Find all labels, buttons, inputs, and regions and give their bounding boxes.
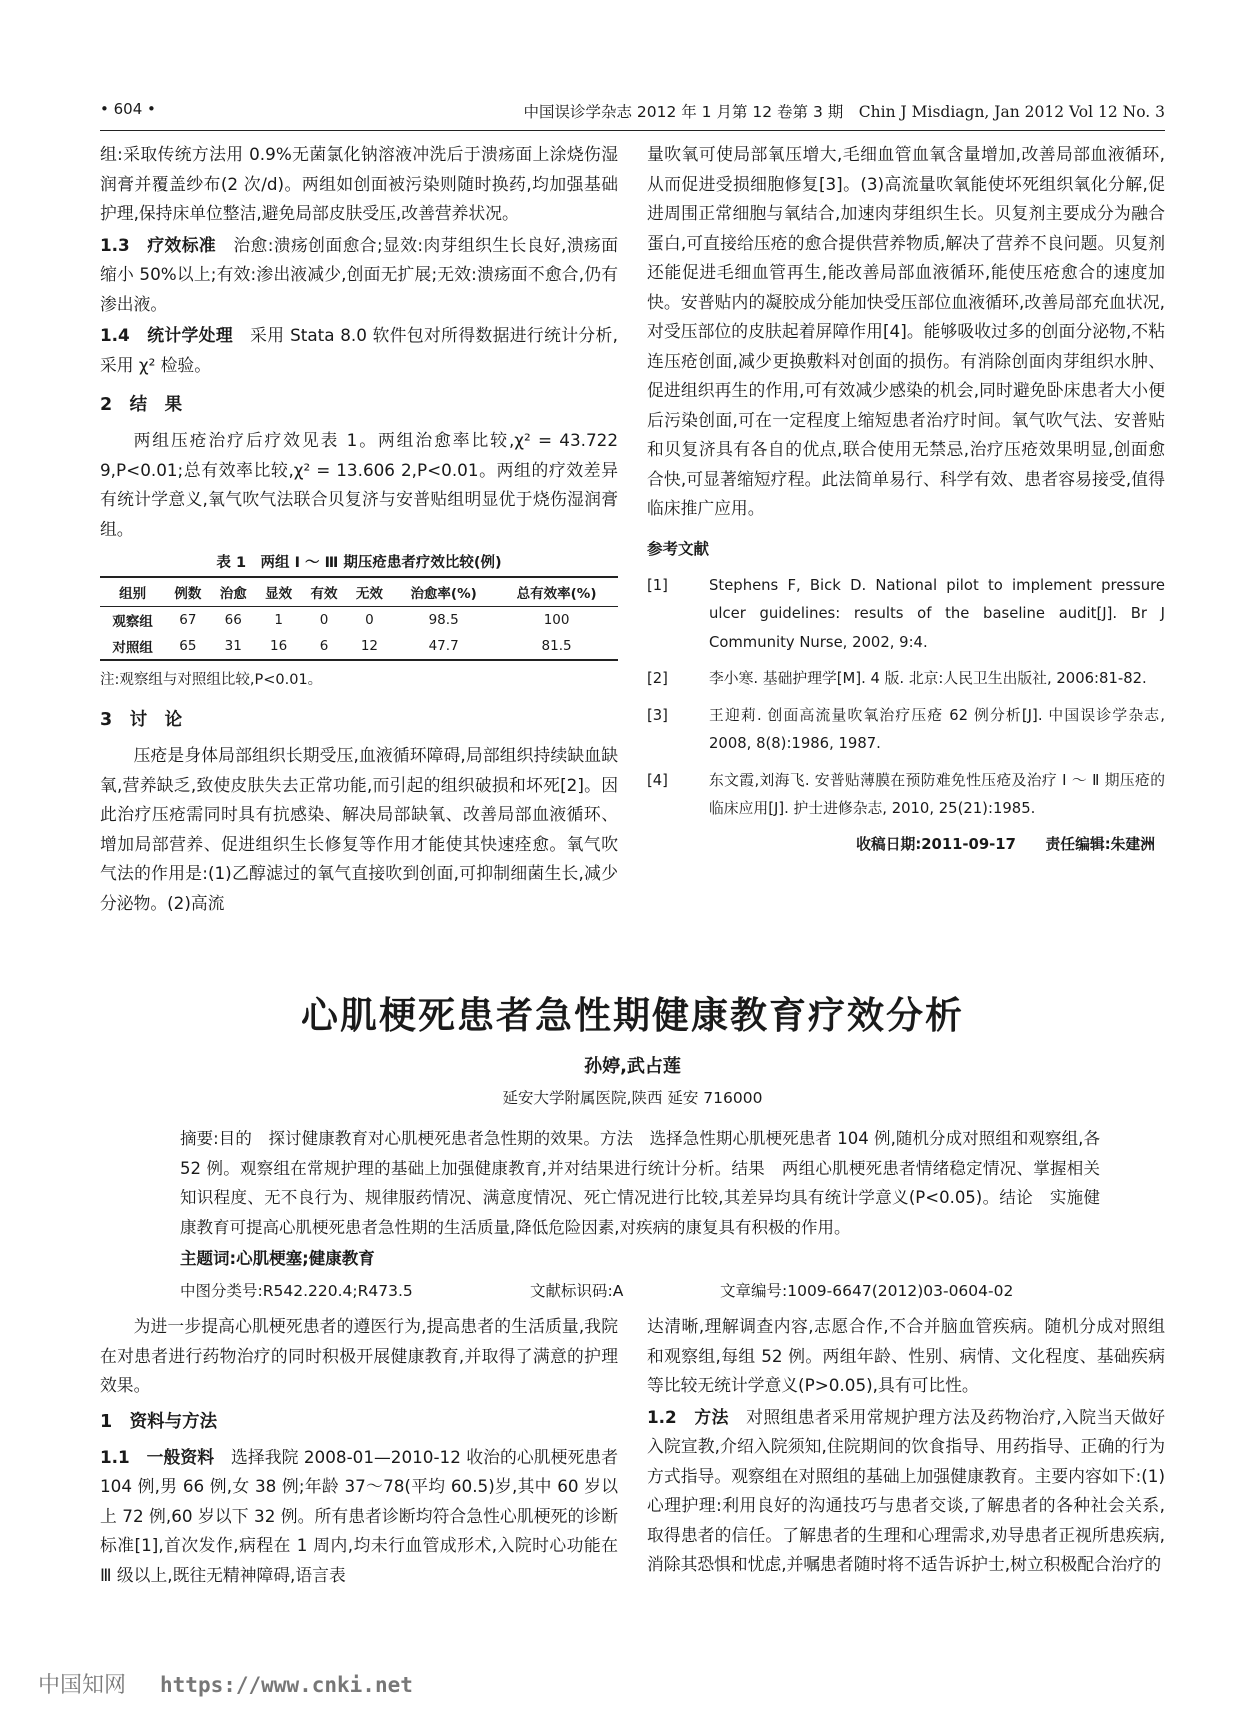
journal-en: Chin J Misdiagn, Jan 2012 Vol 12 No. 3 [858,103,1165,121]
table-cell: 67 [179,612,197,628]
table-cell: 81.5 [541,638,572,654]
section-1-2-heading: 1.2 方法 [647,1406,729,1427]
article-number: 文章编号:1009-6647(2012)03-0604-02 [720,1281,1014,1300]
table-cell: 对照组 [112,640,153,656]
clc-number: 中图分类号:R542.220.4;R473.5 [180,1281,413,1300]
table-cell: 98.5 [428,612,459,628]
document-code: 文献标识码:A [530,1281,624,1300]
section-1-4 [100,321,618,380]
section-1-2 [647,1403,1165,1580]
reference-number: [4] [647,771,668,789]
reference-number: [3] [647,706,668,724]
article-title: 心肌梗死患者急性期健康教育疗效分析 [301,994,964,1037]
section-2-text: 两组压疮治疗后疗效见表 1。两组治愈率比较,χ² = 43.722 9,P<0.01;总有效率比较,χ² = 13.606 2,P<0.01。两组的疗效差异有统计学意义,氧气吹气法联合贝复济与安普贴组明显优于烧伤湿润膏组。 [100,430,618,539]
cnki-watermark [38,1668,413,1699]
table-header: 组别 [119,586,147,602]
table-header: 治愈 [219,586,247,602]
journal-cn: 中国误诊学杂志 2012 年 1 月第 12 卷第 3 期 [523,103,844,121]
table-cell: 16 [270,638,288,654]
section-1-1-continued: 达清晰,理解调查内容,志愿合作,不合并脑血管疾病。随机分成对照组和观察组,每组 52 例。两组年龄、性别、病情、文化程度、基础疾病等比较无统计学意义(P>0.05),具有可比性。 [647,1316,1165,1395]
reference-item [647,665,1165,694]
table-cell: 47.7 [428,638,459,654]
reference-item [647,767,1165,824]
reference-text: 李小寒. 基础护理学[M]. 4 版. 北京:人民卫生出版社, 2006:81-82. [709,670,1147,687]
reference-item [647,572,1165,658]
table-row [100,607,618,634]
discussion-continued: 量吹氧可使局部氧压增大,毛细血管血氧含量增加,改善局部血液循环,从而促进受损细胞修复[3]。(3)高流量吹氧能使坏死组织氧化分解,促进周围正常细胞与氧结合,加速肉芽组织生长。贝复剂主要成分为融合蛋白,可直接给压疮的愈合提供营养物质,解决了营养不良问题。贝复剂还能促进毛细血管再生,能改善局部血液循环,能使压疮愈合的速度加快。安普贴内的凝胶成分能加快受压部位血液循环,改善局部充血状况,对受压部位的皮肤起着屏障作用[4]。能够吸收过多的创面分泌物,不粘连压疮创面,减少更换敷料对创面的损伤。有消除创面肉芽组织水肿、促进组织再生的作用,可有效减少感染的机会,同时避免卧床患者大小便后污染创面,可在一定程度上缩短患者治疗时间。氧气吹气法、安普贴和贝复济具有各自的优点,联合使用无禁忌,治疗压疮效果明显,创面愈合快,可显著缩短疗程。此法简单易行、科学有效、患者容易接受,值得临床推广应用。 [647,144,1165,518]
table-cell: 12 [360,638,378,654]
table-caption: 表 1 两组 Ⅰ ～ Ⅲ 期压疮患者疗效比较(例) [216,555,502,571]
table-cell: 31 [224,638,242,654]
table-header-row [100,577,618,607]
abstract: 摘要:目的 探讨健康教育对心肌梗死患者急性期的效果。方法 选择急性期心肌梗死患者 104 例,随机分成对照组和观察组,各 52 例。观察组在常规护理的基础上加强健康教育,并对结果进行统计分析。结果 两组心肌梗死患者情绪稳定情况、掌握相关知识程度、无不良行为、规律服药情况、满意度情况、死亡情况进行比较,其差异均具有统计学意义(P<0.05)。结论 实施健康教育可提高心肌梗死患者急性期的生活质量,降低危险因素,对疾病的康复具有积极的作用。 [180,1129,1100,1237]
prev-right-column [647,140,1165,858]
section-1-1-text: 选择我院 2008-01—2010-12 收治的心肌梗死患者 104 例,男 66 例,女 38 例;年龄 37～78(平均 60.5)岁,其中 60 岁以上 72 例,60 岁以下 32 例。所有患者诊断均符合急性心肌梗死的诊断标准[1],首次发作,病程在 1 周内,均未行血管成形术,入院时心功能在 Ⅲ 级以上,既往无精神障碍,语言表 [100,1446,618,1585]
article-meta-line [647,832,1165,858]
table-header: 显效 [265,586,293,602]
abstract-block [180,1124,1100,1306]
page-number: • 604 • [100,100,156,118]
section-1-1 [100,1443,618,1591]
section-1-4-heading: 1.4 统计学处理 [100,325,233,345]
running-header [520,100,1165,122]
table-header: 无效 [355,586,383,602]
responsible-editor: 责任编辑:朱建洲 [1045,835,1155,853]
results-table [100,576,618,661]
keywords: 主题词:心肌梗塞;健康教育 [180,1249,375,1268]
section-1-3-heading: 1.3 疗效标准 [100,234,217,255]
author-affiliation: 延安大学附属医院,陕西 延安 716000 [502,1089,763,1107]
reference-text: Stephens F, Bick D. National pilot to implement pressure ulcer guidelines: results of the baseline audit[J]. Br J Community Nurse, 2002, 9:4. [709,576,1165,651]
table-header: 有效 [310,586,338,602]
reference-list [647,572,1165,824]
article-right-column [647,1312,1165,1580]
table-note: 注:观察组与对照组比较,P<0.01。 [100,672,323,688]
table-cell: 6 [319,638,329,654]
section-1-2-text: 对照组患者采用常规护理方法及药物治疗,入院当天做好入院宣教,介绍入院须知,住院期间的饮食指导、用药指导、正确的行为方式指导。观察组在对照组的基础上加强健康教育。主要内容如下:(1)心理护理:利用良好的沟通技巧与患者交谈,了解患者的各种社会关系,取得患者的信任。了解患者的生理和心理需求,劝导患者正视所患疾病,消除其恐惧和忧虑,并嘱患者随时将不适告诉护士,树立积极配合治疗的 [647,1406,1165,1574]
section-1-heading: 1 资料与方法 [100,1411,218,1432]
table-header: 治愈率(%) [410,586,477,602]
cnki-url[interactable]: https://www.cnki.net [160,1673,413,1697]
section-1-3-text: 治愈:溃疡创面愈合;显效:肉芽组织生长良好,溃疡面缩小 50%以上;有效:渗出液减少,创面无扩展;无效:溃疡面不愈合,仍有渗出液。 [100,234,618,314]
article-left-column [100,1312,618,1590]
prev-paragraph: 组:采取传统方法用 0.9%无菌氯化钠溶液冲洗后于溃疡面上涂烧伤湿润膏并覆盖纱布(2 次/d)。两组如创面被污染则随时换药,均加强基础护理,保持床单位整洁,避免局部皮肤受压,改善营养状况。 [100,144,618,223]
table-cell: 65 [179,638,197,654]
section-2-heading: 2 结 果 [100,395,183,415]
table-header: 例数 [174,586,202,602]
section-1-3 [100,231,618,320]
section-1-1-heading: 1.1 一般资料 [100,1446,215,1467]
table-row [100,633,618,660]
reference-number: [1] [647,576,668,594]
prev-left-column [100,140,618,918]
references-heading: 参考文献 [647,539,710,558]
header-rule [100,130,1165,131]
table-cell: 100 [543,612,570,628]
section-1-4-text: 采用 Stata 8.0 软件包对所得数据进行统计分析,采用 χ² 检验。 [100,325,618,375]
table-cell: 66 [224,612,242,628]
introduction: 为进一步提高心肌梗死患者的遵医行为,提高患者的生活质量,我院在对患者进行药物治疗的同时积极开展健康教育,并取得了满意的护理效果。 [100,1316,618,1395]
section-3-text: 压疮是身体局部组织长期受压,血液循环障碍,局部组织持续缺血缺氧,营养缺乏,致使皮肤失去正常功能,而引起的组织破损和坏死[2]。因此治疗压疮需同时具有抗感染、解决局部缺氧、改善局部血液循环、增加局部营养、促进组织生长修复等作用才能使其快速痊愈。氧气吹气法的作用是:(1)乙醇滤过的氧气直接吹到创面,可抑制细菌生长,减少分泌物。(2)高流 [100,745,618,913]
article-authors: 孙婷,武占莲 [584,1056,681,1077]
section-3-heading: 3 讨 论 [100,710,183,730]
reference-text: 东文霞,刘海飞. 安普贴薄膜在预防难免性压疮及治疗 Ⅰ ～ Ⅱ 期压疮的临床应用[J]. 护士进修杂志, 2010, 25(21):1985. [709,771,1165,817]
table-cell: 观察组 [112,614,153,630]
reference-text: 王迎莉. 创面高流量吹氧治疗压疮 62 例分析[J]. 中国误诊学杂志, 2008, 8(8):1986, 1987. [709,706,1165,752]
reference-number: [2] [647,670,668,687]
reference-item [647,702,1165,759]
classification-line [180,1276,1100,1306]
received-date: 收稿日期:2011-09-17 [856,835,1016,853]
cnki-brand: 中国知网 [38,1673,127,1698]
table-cell: 0 [319,612,329,628]
table-header: 总有效率(%) [516,586,597,602]
table-cell: 0 [365,612,374,628]
table-cell: 1 [274,612,283,628]
